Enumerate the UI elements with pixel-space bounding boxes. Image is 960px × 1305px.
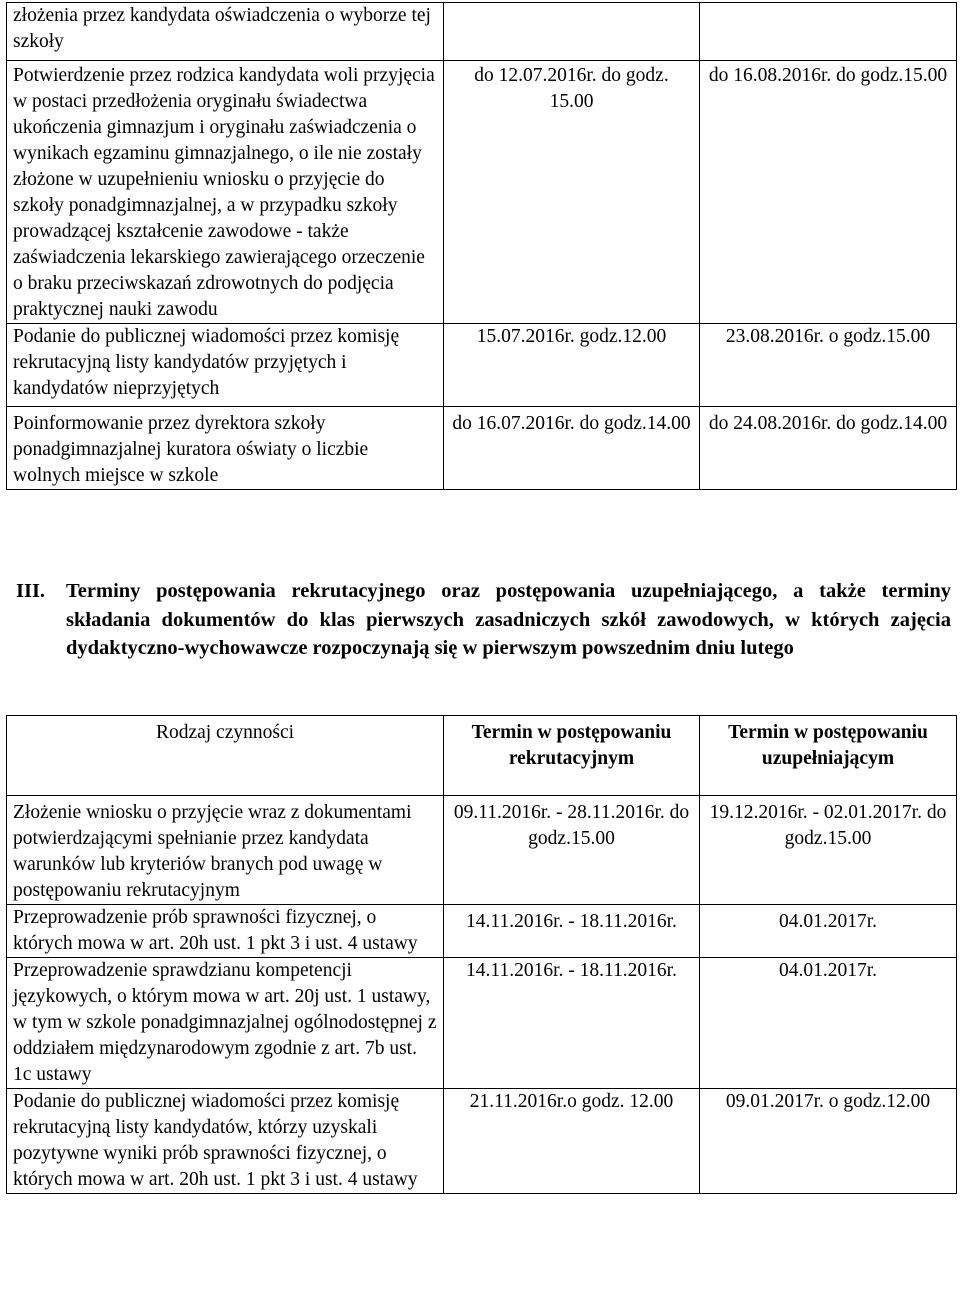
supplementary-date-cell: 23.08.2016r. o godz.15.00 [700, 324, 957, 407]
table-row [7, 1089, 957, 1194]
section-heading [16, 577, 951, 663]
recruitment-date-cell: 09.11.2016r. - 28.11.2016r. do godz.15.00 [444, 796, 700, 905]
activity-cell: Podanie do publicznej wiadomości przez komisję rekrutacyjną listy kandydatów, którzy uzyskali pozytywne wyniki prób sprawności fizycznej, o których mowa w art. 20h ust. 1 pkt 3 i ust. 4 ustawy [7, 1089, 444, 1194]
schedule-table [6, 715, 957, 1194]
activity-cell: Złożenie wniosku o przyjęcie wraz z dokumentami potwierdzającymi spełnianie przez kandydata warunków lub kryteriów branych pod uwagę w postępowaniu rekrutacyjnym [7, 796, 444, 905]
recruitment-date-cell: 14.11.2016r. - 18.11.2016r. [444, 905, 700, 958]
activity-cell: Poinformowanie przez dyrektora szkoły ponadgimnazjalnej kuratora oświaty o liczbie wolnych miejsce w szkole [7, 407, 444, 490]
recruitment-date-cell [444, 3, 700, 61]
supplementary-date-cell: do 16.08.2016r. do godz.15.00 [700, 61, 957, 324]
table-row [7, 905, 957, 958]
activity-cell: Potwierdzenie przez rodzica kandydata woli przyjęcia w postaci przedłożenia oryginału świadectwa ukończenia gimnazjum i oryginału zaświadczenia o wynikach egzaminu gimnazjalnego, o ile nie zostały złożone w uzupełnieniu wniosku o przyjęcie do szkoły ponadgimnazjalnej, a w przypadku szkoły prowadzącej kształcenie zawodowe - także zaświadczenia lekarskiego zawierającego orzeczenie o braku przeciwskazań zdrowotnych do podjęcia praktycznej nauki zawodu [7, 61, 444, 324]
schedule-table-continued [6, 2, 957, 490]
recruitment-date-cell: 21.11.2016r.o godz. 12.00 [444, 1089, 700, 1194]
recruitment-date-cell: 15.07.2016r. godz.12.00 [444, 324, 700, 407]
header-supplementary: Termin w postępowaniu uzupełniającym [700, 716, 957, 796]
supplementary-date-cell: 09.01.2017r. o godz.12.00 [700, 1089, 957, 1194]
table-row [7, 407, 957, 490]
table-row [7, 958, 957, 1089]
activity-cell: złożenia przez kandydata oświadczenia o wyborze tej szkoły [7, 3, 444, 61]
activity-cell: Przeprowadzenie sprawdzianu kompetencji językowych, o którym mowa w art. 20j ust. 1 ustawy, w tym w szkole ponadgimnazjalnej ogólnodostępnej z oddziałem międzynarodowym zgodnie z art. 7b ust. 1c ustawy [7, 958, 444, 1089]
table-row [7, 61, 957, 324]
header-activity: Rodzaj czynności [7, 716, 444, 796]
supplementary-date-cell: 19.12.2016r. - 02.01.2017r. do godz.15.00 [700, 796, 957, 905]
supplementary-date-cell: 04.01.2017r. [700, 905, 957, 958]
table-header-row [7, 716, 957, 796]
section-number: III. [16, 580, 46, 602]
table-row [7, 796, 957, 905]
header-recruitment: Termin w postępowaniu rekrutacyjnym [444, 716, 700, 796]
supplementary-date-cell [700, 3, 957, 61]
supplementary-date-cell: 04.01.2017r. [700, 958, 957, 1089]
recruitment-date-cell: 14.11.2016r. - 18.11.2016r. [444, 958, 700, 1089]
section-title: Terminy postępowania rekrutacyjnego oraz postępowania uzupełniającego, a także terminy składania dokumentów do klas pierwszych zasadniczych szkół zawodowych, w których zajęcia dydaktyczno-wychowawcze rozpoczynają się w pierwszym powszednim dniu lutego [66, 580, 951, 659]
activity-cell: Podanie do publicznej wiadomości przez komisję rekrutacyjną listy kandydatów przyjętych i kandydatów nieprzyjętych [7, 324, 444, 407]
recruitment-date-cell: do 16.07.2016r. do godz.14.00 [444, 407, 700, 490]
table-row [7, 324, 957, 407]
activity-cell: Przeprowadzenie prób sprawności fizycznej, o których mowa w art. 20h ust. 1 pkt 3 i ust. 4 ustawy [7, 905, 444, 958]
supplementary-date-cell: do 24.08.2016r. do godz.14.00 [700, 407, 957, 490]
recruitment-date-cell: do 12.07.2016r. do godz. 15.00 [444, 61, 700, 324]
table-row [7, 3, 957, 61]
